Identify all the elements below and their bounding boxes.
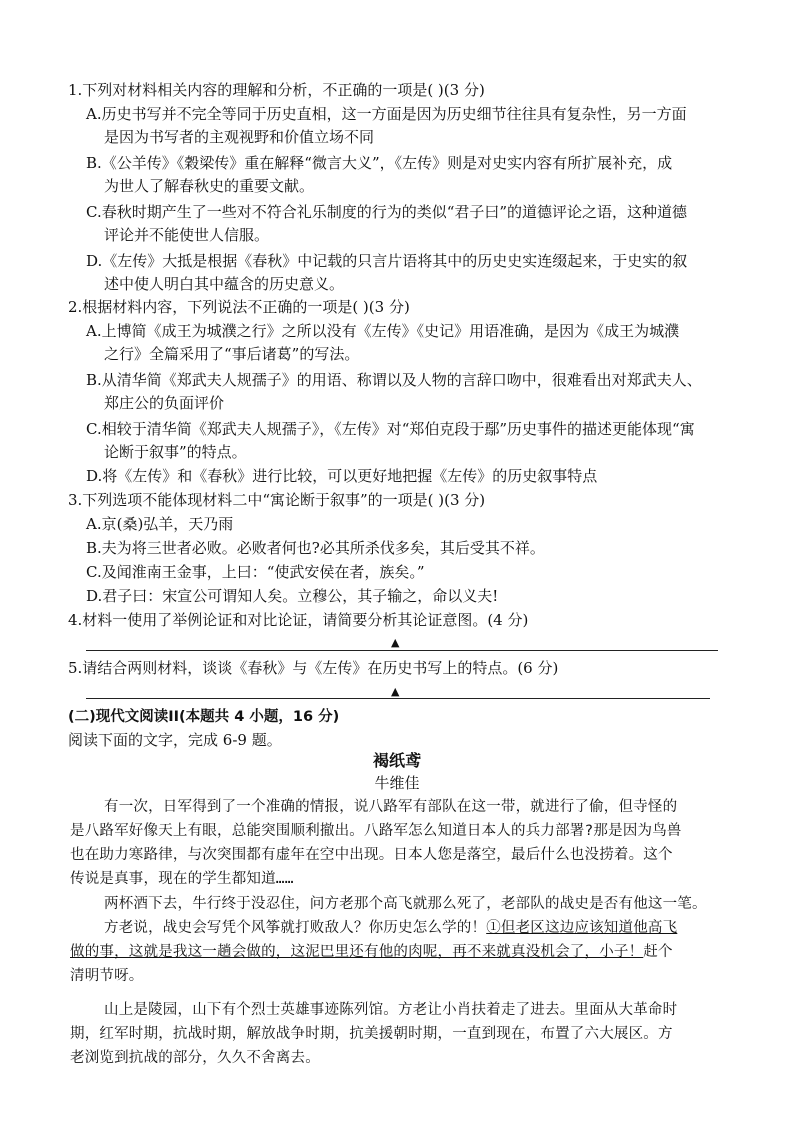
question-2-option-b: B.从清华简《郑武夫人规孺子》的用语、称谓以及人物的言辞口吻中，很难看出对郑武夫人、 <box>86 371 702 389</box>
underlined-sentence-1: ①但老区这边应该知道他高飞 <box>486 920 678 936</box>
answer-marker-triangle: ▲ <box>391 685 400 698</box>
story-paragraph-line: 两杯酒下去，牛行终于没忍住，问方老那个高飞就那么死了，老部队的战史是否有他这一笔。 <box>104 896 707 912</box>
story-text: 方老说，战史会写凭个风筝就打败敌人？你历史怎么学的！ <box>104 920 487 936</box>
section-instruction: 阅读下面的文字，完成 6-9 题。 <box>68 731 282 749</box>
question-1-option-d: D.《左传》大抵是根据《春秋》中记载的只言片语将其中的历史史实连缀起来，于史实的叙 <box>86 252 688 270</box>
story-author: 牛维佳 <box>374 774 420 792</box>
answer-line[interactable] <box>86 698 710 699</box>
question-4-stem: 4.材料一使用了举例论证和对比论证，请简要分析其论证意图。(4 分) <box>68 611 529 629</box>
story-paragraph-line <box>70 941 673 963</box>
story-paragraph-line: 清明节呀。 <box>70 968 144 984</box>
question-3-option-b: B.夫为将三世者必败。必败者何也?必其所杀伐多矣，其后受其不祥。 <box>86 539 545 557</box>
question-2-option-b-cont: 郑庄公的负面评价 <box>104 394 225 412</box>
story-paragraph-line: 有一次，日军得到了一个准确的情报，说八路军有部队在这一带，就进行了偷，但寺怪的 <box>104 799 678 815</box>
question-1-option-b-cont: 为世人了解春秋史的重要文献。 <box>104 177 315 195</box>
question-1-option-a: A.历史书写并不完全等同于历史直相，这一方面是因为历史细节往往具有复杂性，另一方面 <box>86 105 687 123</box>
question-1-stem: 1.下列对材料相关内容的理解和分析，不正确的一项是( )(3 分) <box>68 81 485 99</box>
question-2-option-a-cont: 之行》全篇采用了“事后诸葛”的写法。 <box>104 345 360 363</box>
story-paragraph-line: 期，红军时期，抗战时期，解放战争时期，抗美援朝时期，一直到现在，布置了六大展区。方 <box>70 1026 673 1042</box>
story-paragraph-line: 也在助力寒路律，与次突围都有虚年在空中出现。日本人您是落空，最后什么也没捞着。这个 <box>70 847 673 863</box>
question-1-option-d-cont: 述中使人明白其中蕴含的历史意义。 <box>104 275 345 293</box>
story-paragraph-line <box>104 917 677 939</box>
story-paragraph-line: 是八路军好像天上有眼，总能突围顺利撤出。八路军怎么知道日本人的兵力部署?那是因为鸟兽 <box>70 823 682 839</box>
question-5-stem: 5.请结合两则材料，谈谈《春秋》与《左传》在历史书写上的特点。(6 分) <box>68 659 559 677</box>
story-paragraph-line: 老浏览到抗战的部分，久久不舍离去。 <box>70 1050 320 1066</box>
question-3-stem: 3.下列选项不能体现材料二中“寓论断于叙事”的一项是( )(3 分) <box>68 491 486 509</box>
question-2-option-c-cont: 论断于叙事”的特点。 <box>104 443 247 461</box>
section-heading: (二)现代文阅读II(本题共 4 小题，16 分) <box>68 709 340 725</box>
story-paragraph-line: 传说是真事，现在的学生都知道…… <box>70 871 294 887</box>
story-paragraph-line: 山上是陵园，山下有个烈士英雄事迹陈列馆。方老让小肖扶着走了进去。里面从大革命时 <box>104 1002 678 1018</box>
story-text: 赶个 <box>643 944 673 960</box>
question-2-option-d: D.将《左传》和《春秋》进行比较，可以更好地把握《左传》的历史叙事特点 <box>86 467 598 485</box>
question-3-option-c: C.及闻淮南王金事，上曰：“使武安侯在者，族矣。” <box>86 563 425 581</box>
underlined-sentence-1-cont: 做的事，这就是我这一趟会做的，这泥巴里还有他的肉呢，再不来就真没机会了，小子！ <box>70 944 644 960</box>
story-title: 褐纸鸢 <box>372 751 421 770</box>
question-1-option-c-cont: 评论并不能使世人信服。 <box>104 226 270 244</box>
answer-marker-triangle: ▲ <box>391 636 400 649</box>
question-3-option-a: A.京(桑)弘羊，天乃雨 <box>86 515 234 533</box>
question-2-stem: 2.根据材料内容，下列说法不正确的一项是( )(3 分) <box>68 298 410 316</box>
question-1-option-b: B.《公羊传》《穀梁传》重在解释“微言大义”，《左传》则是对史实内容有所扩展补充，成 <box>86 154 673 172</box>
question-1-option-c: C.春秋时期产生了一些对不符合礼乐制度的行为的类似“君子曰”的道德评论之语，这种道德 <box>86 203 688 221</box>
question-3-option-d: D.君子曰：宋宣公可谓知人矣。立穆公，其子输之，命以义夫! <box>86 587 499 605</box>
question-1-option-a-cont: 是因为书写者的主观视野和价值立场不同 <box>104 128 375 146</box>
question-2-option-c: C.相较于清华简《郑武夫人规孺子》，《左传》对“郑伯克段于鄢”历史事件的描述更能体现“寓 <box>86 420 695 438</box>
question-2-option-a: A.上博简《成王为城濮之行》之所以没有《左传》《史记》用语准确，是因为《成王为城濮 <box>86 322 680 340</box>
answer-line[interactable] <box>86 650 718 651</box>
